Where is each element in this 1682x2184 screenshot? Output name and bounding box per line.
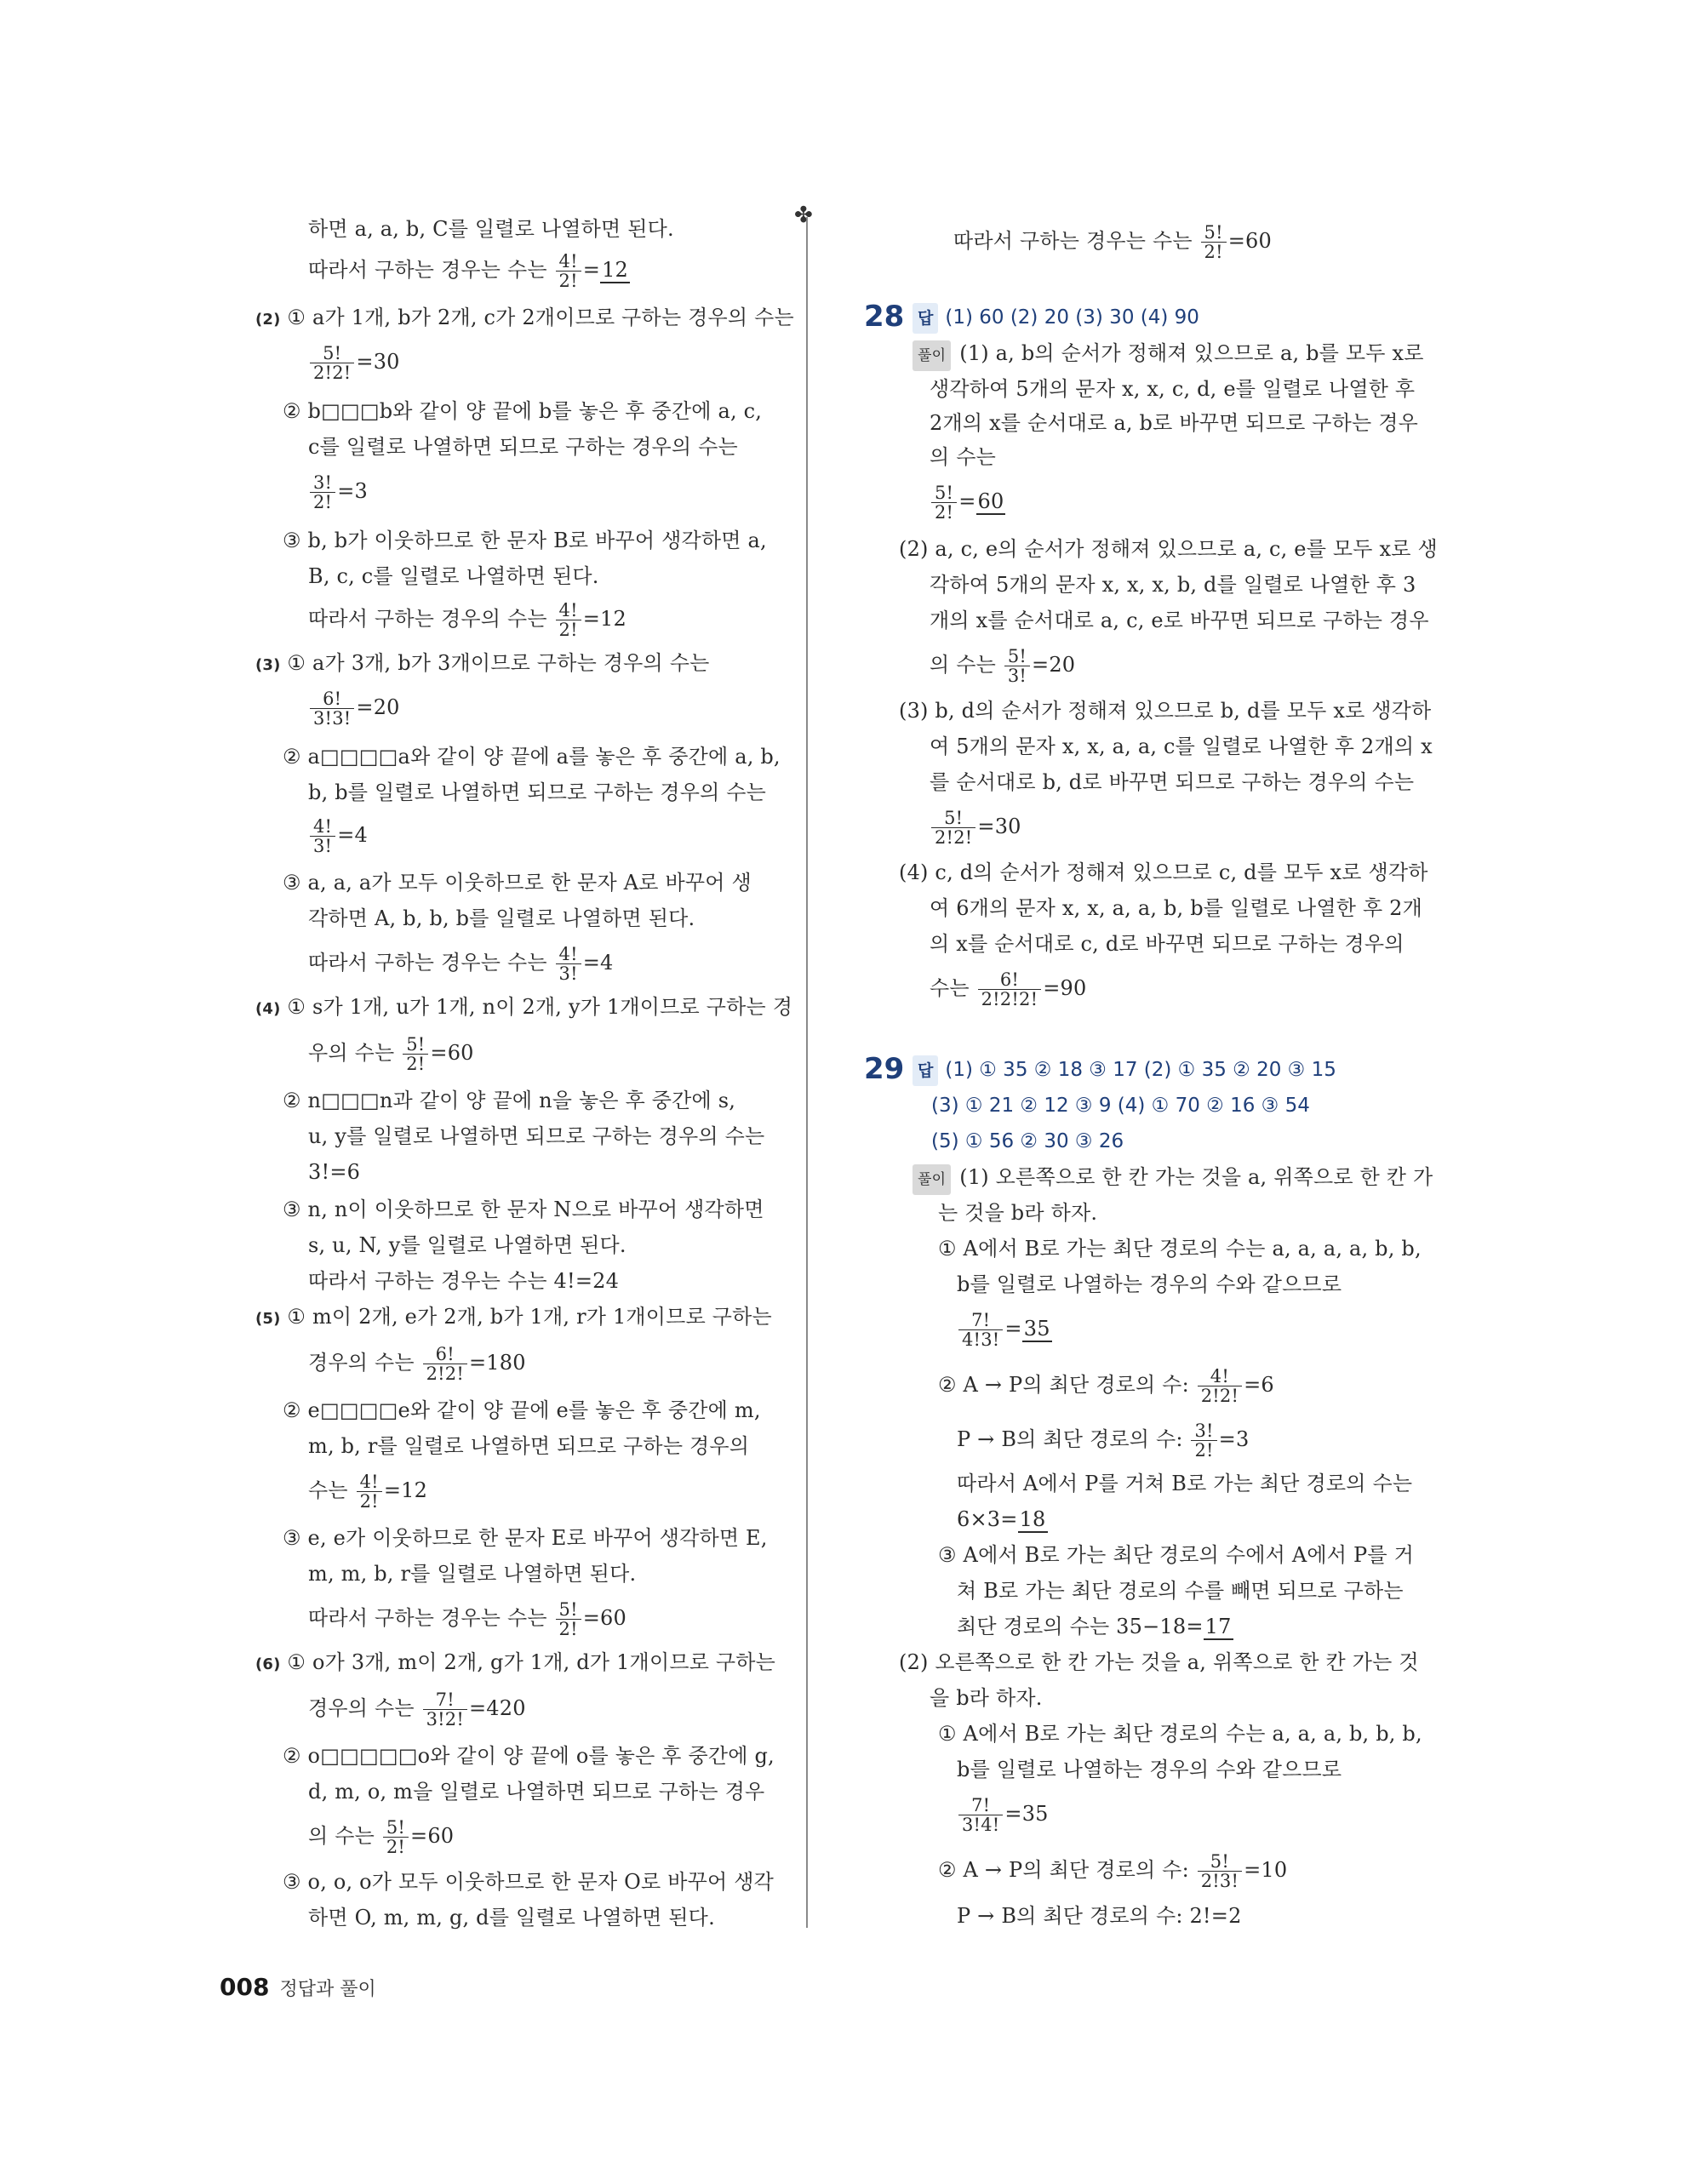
text-line: B, c, c를 일렬로 나열하면 된다. (308, 564, 599, 588)
page-number: 008 (220, 1973, 270, 2001)
text-line: ① A에서 B로 가는 최단 경로의 수는 a, a, a, b, b, b, (938, 1722, 1422, 1746)
solution-badge: 풀이 (913, 340, 951, 371)
text-line: ③ e, e가 이웃하므로 한 문자 E로 바꾸어 생각하면 E, (283, 1526, 768, 1550)
fraction: $\frac{4!}{3!}$ (556, 945, 581, 983)
part-tag: (2) (255, 311, 281, 329)
text-line: $\frac{5!}{2!2!}$ =30 (930, 809, 1021, 847)
text-line: ② A → P의 최단 경로의 수: $\frac{4!}{2!2!}$ =6 (938, 1366, 1274, 1406)
text-line: m, b, r를 일렬로 나열하면 되므로 구하는 경우의 (308, 1434, 750, 1458)
text-line: c를 일렬로 나열하면 되므로 구하는 경우의 수는 (308, 435, 738, 459)
part-tag: (5) (255, 1310, 281, 1328)
text-line: $\frac{7!}{3!4!}$ =35 (957, 1796, 1049, 1834)
text-line: ② A → P의 최단 경로의 수: $\frac{5!}{2!3!}$ =10 (938, 1851, 1288, 1891)
text-line: 풀이 (1) 오른쪽으로 한 칸 가는 것을 a, 위쪽으로 한 칸 가 (913, 1163, 1433, 1195)
text-line: $\frac{3!}{2!}$ =3 (308, 473, 368, 512)
text-line: 수는 $\frac{4!}{2!}$ =12 (308, 1472, 428, 1512)
text-line: 의 수는 (930, 445, 996, 469)
fraction: $\frac{5!}{2!3!}$ (1198, 1852, 1242, 1890)
underlined-answer: 18 (1019, 1507, 1046, 1531)
answer-line: 답 (1) 60 (2) 20 (3) 30 (4) 90 (913, 303, 1199, 334)
text-line: 를 순서대로 b, d로 바꾸면 되므로 구하는 경우의 수는 (930, 770, 1415, 794)
text-line: ② o□□□□□o와 같이 양 끝에 o를 놓은 후 중간에 g, (283, 1744, 775, 1768)
text-line: (6) ① o가 3개, m이 2개, g가 1개, d가 1개이므로 구하는 (255, 1650, 776, 1674)
text-line: 최단 경로의 수는 35−18=17 (957, 1615, 1232, 1638)
text-line: (2) 오른쪽으로 한 칸 가는 것을 a, 위쪽으로 한 칸 가는 것 (899, 1650, 1419, 1674)
text-line: 따라서 구하는 경우의 수는 $\frac{4!}{2!}$ =12 (308, 600, 626, 640)
text-line: ③ b, b가 이웃하므로 한 문자 B로 바꾸어 생각하면 a, (283, 529, 767, 552)
text-line: 여 6개의 문자 x, x, a, a, b, b를 일렬로 나열한 후 2개 (930, 896, 1423, 920)
fraction: $\frac{5!}{2!}$ (1201, 223, 1227, 261)
text-line: (2) ① a가 1개, b가 2개, c가 2개이므로 구하는 경우의 수는 (255, 306, 794, 329)
page-label: 정답과 풀이 (279, 1979, 376, 2000)
text-line: 따라서 구하는 경우는 수는 $\frac{5!}{2!}$ =60 (308, 1599, 626, 1639)
fraction: $\frac{4!}{2!}$ (556, 601, 581, 639)
text-line: 각하여 5개의 문자 x, x, x, b, d를 일렬로 나열한 후 3 (930, 573, 1416, 597)
text-line: ③ a, a, a가 모두 이웃하므로 한 문자 A로 바꾸어 생 (283, 871, 752, 895)
text-line: ③ o, o, o가 모두 이웃하므로 한 문자 O로 바꾸어 생각 (283, 1870, 775, 1894)
part-tag: (4) (255, 1000, 281, 1018)
text-line: $\frac{6!}{3!3!}$ =20 (308, 689, 400, 728)
text-line: 따라서 구하는 경우는 수는 $\frac{5!}{2!}$ =60 (953, 222, 1272, 262)
fraction: $\frac{7!}{4!3!}$ (958, 1311, 1003, 1349)
fraction: $\frac{6!}{2!2!2!}$ (978, 970, 1042, 1009)
text-line: b를 일렬로 나열하는 경우의 수와 같으므로 (957, 1758, 1342, 1781)
answer-line: (3) ① 21 ② 12 ③ 9 (4) ① 70 ② 16 ③ 54 (931, 1095, 1310, 1117)
text-line: (3) b, d의 순서가 정해져 있으므로 b, d를 모두 x로 생각하 (899, 699, 1432, 723)
column-divider (806, 217, 808, 1928)
answer-badge: 답 (913, 1055, 938, 1086)
text-line: 따라서 구하는 경우는 수는 $\frac{4!}{3!}$ =4 (308, 944, 614, 984)
text-line: ② e□□□□e와 같이 양 끝에 e를 놓은 후 중간에 m, (283, 1398, 761, 1422)
text-line: ③ A에서 B로 가는 최단 경로의 수에서 A에서 P를 거 (938, 1543, 1414, 1567)
text-line: b, b를 일렬로 나열하면 되므로 구하는 경우의 수는 (308, 780, 767, 804)
text-line: (3) ① a가 3개, b가 3개이므로 구하는 경우의 수는 (255, 651, 710, 675)
text-line: $\frac{7!}{4!3!}$ =35 (957, 1311, 1052, 1349)
text-line: 따라서 A에서 P를 거쳐 B로 가는 최단 경로의 수는 (957, 1472, 1413, 1495)
question-number: 28 (864, 300, 905, 334)
text-line: ② b□□□b와 같이 양 끝에 b를 놓은 후 중간에 a, c, (283, 399, 763, 423)
fraction: $\frac{3!}{2!}$ (1191, 1421, 1216, 1460)
fraction: $\frac{4!}{3!}$ (310, 817, 335, 855)
answer-line: (5) ① 56 ② 30 ③ 26 (931, 1130, 1124, 1152)
text-line: ② a□□□□a와 같이 양 끝에 a를 놓은 후 중간에 a, b, (283, 745, 781, 769)
text-line: 경우의 수는 $\frac{7!}{3!2!}$ =420 (308, 1689, 526, 1729)
fraction: $\frac{7!}{3!2!}$ (423, 1690, 467, 1729)
fraction: $\frac{6!}{2!2!}$ (423, 1345, 467, 1383)
text-line: 6×3=18 (957, 1507, 1046, 1531)
text-line: (4) c, d의 순서가 정해져 있으므로 c, d를 모두 x로 생각하 (899, 860, 1428, 884)
text-line: b를 일렬로 나열하는 경우의 수와 같으므로 (957, 1272, 1342, 1296)
fraction: $\frac{5!}{2!}$ (383, 1818, 409, 1856)
fraction: $\frac{4!}{2!}$ (556, 252, 581, 290)
text-line: 수는 $\frac{6!}{2!2!2!}$ =90 (930, 969, 1087, 1009)
text-line: P → B의 최단 경로의 수: $\frac{3!}{2!}$ =3 (957, 1421, 1250, 1461)
text-line: 우의 수는 $\frac{5!}{2!}$ =60 (308, 1034, 474, 1074)
solution-badge: 풀이 (913, 1164, 951, 1195)
fraction: $\frac{5!}{2!2!}$ (310, 344, 354, 382)
part-tag: (3) (255, 656, 281, 674)
text-line: 는 것을 b라 하자. (938, 1201, 1098, 1225)
text-line: 따라서 구하는 경우는 수는 $\frac{4!}{2!}$ =12 (308, 251, 629, 291)
text-line: ① A에서 B로 가는 최단 경로의 수는 a, a, a, a, b, b, (938, 1237, 1422, 1261)
text-line: $\frac{5!}{2!2!}$ =30 (308, 344, 400, 382)
text-line: $\frac{4!}{3!}$ =4 (308, 817, 368, 855)
underlined-answer: 17 (1204, 1615, 1232, 1638)
text-line: u, y를 일렬로 나열하면 되므로 구하는 경우의 수는 (308, 1124, 765, 1148)
text-line: s, u, N, y를 일렬로 나열하면 된다. (308, 1233, 626, 1257)
fraction: $\frac{5!}{2!}$ (556, 1600, 581, 1638)
text-line: 의 수는 $\frac{5!}{2!}$ =60 (308, 1817, 455, 1857)
text-line: P → B의 최단 경로의 수: 2!=2 (957, 1904, 1242, 1928)
text-line: 여 5개의 문자 x, x, a, a, c를 일렬로 나열한 후 2개의 x (930, 735, 1433, 758)
fraction: $\frac{5!}{2!}$ (931, 483, 957, 522)
text-line: 쳐 B로 가는 최단 경로의 수를 빼면 되므로 구하는 (957, 1579, 1404, 1603)
fraction: $\frac{4!}{2!}$ (357, 1472, 382, 1511)
text-line: 각하면 A, b, b, b를 일렬로 나열하면 된다. (308, 906, 695, 930)
text-line: 을 b라 하자. (930, 1686, 1043, 1710)
question-number: 29 (864, 1052, 905, 1086)
text-line: ③ n, n이 이웃하므로 한 문자 N으로 바꾸어 생각하면 (283, 1198, 764, 1221)
fraction: $\frac{5!}{3!}$ (1004, 647, 1030, 685)
text-line: 의 수는 $\frac{5!}{3!}$ =20 (930, 646, 1076, 686)
underlined-answer: 60 (977, 489, 1004, 513)
text-line: 생각하여 5개의 문자 x, x, c, d, e를 일렬로 나열한 후 (930, 377, 1416, 401)
underlined-answer: 12 (602, 258, 629, 282)
text-line: 따라서 구하는 경우는 수는 4!=24 (308, 1269, 620, 1293)
fraction: $\frac{4!}{2!2!}$ (1198, 1367, 1242, 1405)
answer-badge: 답 (913, 303, 938, 334)
text-line: ② n□□□n과 같이 양 끝에 n을 놓은 후 중간에 s, (283, 1089, 736, 1112)
divider-ornament-icon: ✤ (794, 203, 813, 228)
fraction: $\frac{7!}{3!4!}$ (958, 1796, 1003, 1834)
underlined-answer: 35 (1023, 1317, 1050, 1341)
text-line: (2) a, c, e의 순서가 정해져 있으므로 a, c, e를 모두 x로 생 (899, 537, 1438, 561)
text-line: 개의 x를 순서대로 a, c, e로 바꾸면 되므로 구하는 경우 (930, 609, 1429, 632)
text-line: 2개의 x를 순서대로 a, b로 바꾸면 되므로 구하는 경우 (930, 411, 1419, 435)
text-line: 경우의 수는 $\frac{6!}{2!2!}$ =180 (308, 1344, 526, 1384)
text-line: 풀이 (1) a, b의 순서가 정해져 있으므로 a, b를 모두 x로 (913, 339, 1424, 371)
fraction: $\frac{6!}{3!3!}$ (310, 689, 354, 728)
text-line: (5) ① m이 2개, e가 2개, b가 1개, r가 1개이므로 구하는 (255, 1305, 772, 1329)
answer-line: 답 (1) ① 35 ② 18 ③ 17 (2) ① 35 ② 20 ③ 15 (913, 1055, 1336, 1086)
text-line: 하면 O, m, m, g, d를 일렬로 나열하면 된다. (308, 1906, 715, 1930)
text-line: $\frac{5!}{2!}$ =60 (930, 483, 1005, 522)
text-line: (4) ① s가 1개, u가 1개, n이 2개, y가 1개이므로 구하는 경 (255, 995, 793, 1019)
fraction: $\frac{5!}{2!}$ (403, 1035, 428, 1073)
text-line: 의 x를 순서대로 c, d로 바꾸면 되므로 구하는 경우의 (930, 932, 1405, 956)
text-line: m, m, b, r를 일렬로 나열하면 된다. (308, 1562, 637, 1586)
fraction: $\frac{5!}{2!2!}$ (931, 809, 975, 847)
text-line: 3!=6 (308, 1160, 361, 1184)
text-line: 하면 a, a, b, C를 일렬로 나열하면 된다. (308, 217, 674, 241)
text-line: d, m, o, m을 일렬로 나열하면 되므로 구하는 경우 (308, 1780, 765, 1804)
page-footer (220, 1973, 376, 2001)
fraction: $\frac{3!}{2!}$ (310, 473, 335, 512)
part-tag: (6) (255, 1655, 281, 1673)
